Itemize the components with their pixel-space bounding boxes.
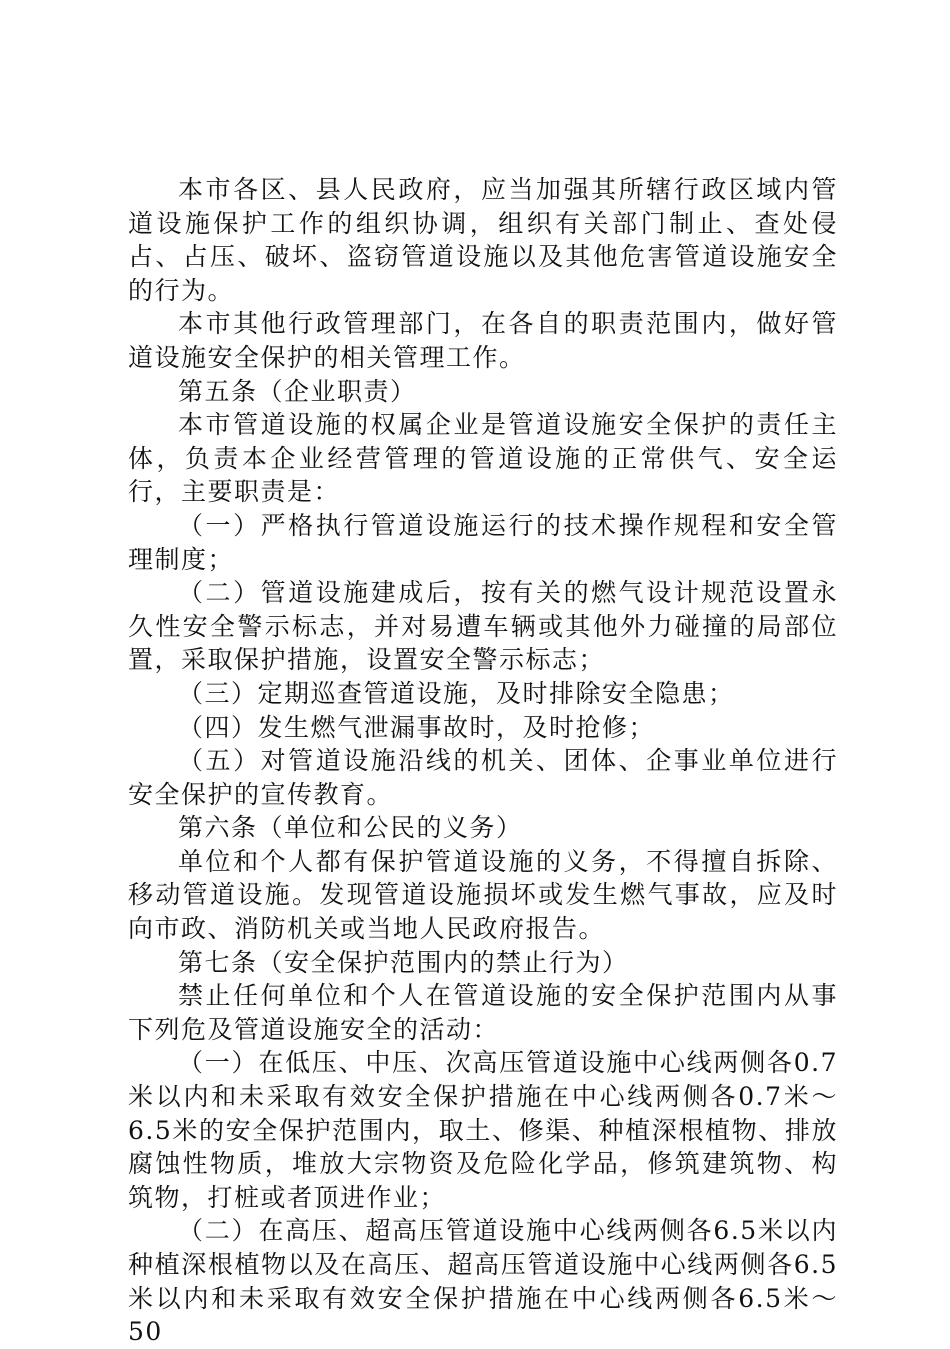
list-item-enterprise-5: （五）对管道设施沿线的机关、团体、企事业单位进行安全保护的宣传教育。 bbox=[128, 746, 838, 809]
article-6-heading: 第六条（单位和公民的义务） bbox=[178, 813, 523, 843]
list-item-prohibited-2: （二）在高压、超高压管道设施中心线两侧各6.5米以内种植深根植物以及在高压、超高压管道设施中心线两侧各6.5米以内和未采取有效安全保护措施在中心线两侧各6.5米～50 bbox=[128, 1216, 838, 1347]
list-item-enterprise-3: （三）定期巡查管道设施，及时排除安全隐患； bbox=[178, 678, 735, 708]
paragraph-district-government-duties: 本市各区、县人民政府，应当加强其所辖行政区域内管道设施保护工作的组织协调，组织有关部门制止、查处侵占、占压、破坏、盗窃管道设施以及其他危害管道设施安全的行为。 bbox=[128, 175, 838, 305]
paragraph-prohibited-activities: 禁止任何单位和个人在管道设施的安全保护范围内从事下列危及管道设施安全的活动： bbox=[128, 981, 838, 1044]
document-body bbox=[128, 173, 838, 1349]
list-item-enterprise-2: （二）管道设施建成后，按有关的燃气设计规范设置永久性安全警示标志，并对易遭车辆或其他外力碰撞的局部位置，采取保护措施，设置安全警示标志； bbox=[128, 578, 838, 675]
list-item-enterprise-1: （一）严格执行管道设施运行的技术操作规程和安全管理制度； bbox=[128, 510, 838, 574]
list-item-enterprise-4: （四）发生燃气泄漏事故时，及时抢修； bbox=[178, 712, 656, 742]
paragraph-enterprise-responsibility: 本市管道设施的权属企业是管道设施安全保护的责任主体，负责本企业经营管理的管道设施的正常供气、安全运行，主要职责是： bbox=[128, 410, 838, 507]
paragraph-other-departments: 本市其他行政管理部门，在各自的职责范围内，做好管道设施安全保护的相关管理工作。 bbox=[128, 309, 838, 372]
article-7-heading: 第七条（安全保护范围内的禁止行为） bbox=[178, 947, 629, 977]
paragraph-public-obligations: 单位和个人都有保护管道设施的义务，不得擅自拆除、移动管道设施。发现管道设施损坏或发生燃气事故，应及时向市政、消防机关或当地人民政府报告。 bbox=[128, 846, 838, 944]
article-5-heading: 第五条（企业职责） bbox=[178, 376, 417, 406]
list-item-prohibited-1: （一）在低压、中压、次高压管道设施中心线两侧各0.7米以内和未采取有效安全保护措施在中心线两侧各0.7米～6.5米的安全保护范围内，取土、修渠、种植深根植物、排放腐蚀性物质，堆放大宗物资及危险化学品，修筑建筑物、构筑物，打桩或者顶进作业； bbox=[128, 1048, 838, 1212]
